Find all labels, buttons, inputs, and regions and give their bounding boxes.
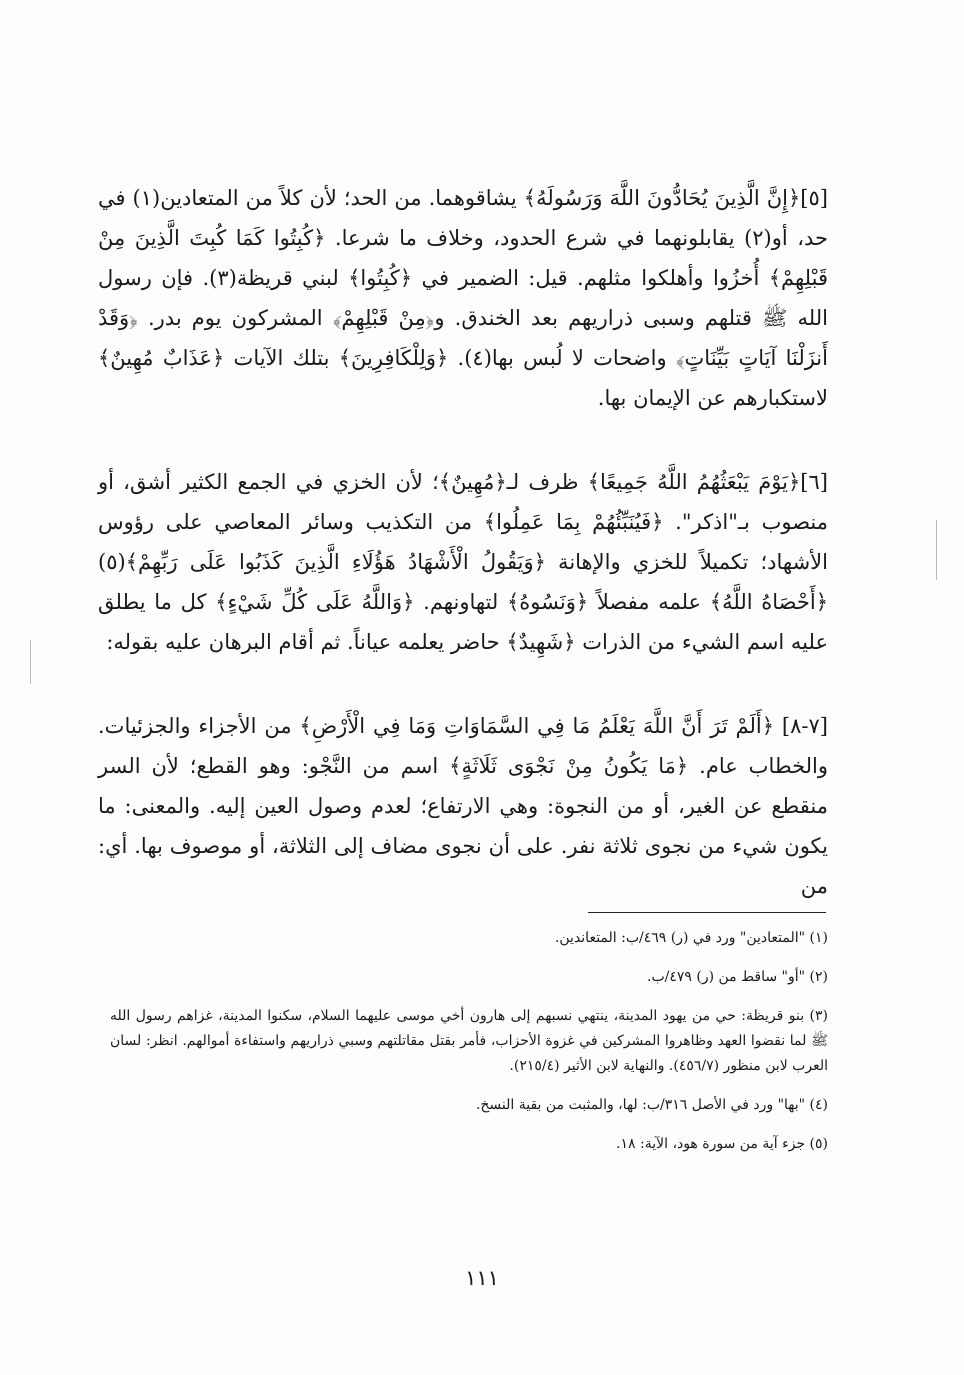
footnote-3: (٣) بنو قريظة: حي من يهود المدينة، ينتهي نسبهم إلى هارون أخي موسى عليهما السلام، سكنوا المدينة، غزاهم رسول الله ﷺ لما نقضوا العهد وظاهروا المشركين في غزوة الأحزاب، فأمر بقتل مقاتلتهم وسبي ذراريهم واستفاءة أموالهم. انظر: لسان العرب لابن منظور (٤٥٦/٧). والنهاية لابن الأثير (٢١٥/٤). xyxy=(110,1008,828,1074)
footnote-5: (٥) جزء آية من سورة هود، الآية: ١٨. xyxy=(616,1136,828,1152)
paragraph-verse-6 xyxy=(98,462,828,662)
scan-mark-left xyxy=(30,640,31,684)
paragraph-verse-7-8 xyxy=(98,706,828,906)
paragraph-verse-5 xyxy=(98,178,828,418)
footnote-4: (٤) "بها" ورد في الأصل ٣١٦/ب: لها، والمثبت من بقية النسخ. xyxy=(475,1097,828,1113)
footnote-1: (١) "المتعادين" ورد في (ر) ٤٦٩/ب: المتعاندين. xyxy=(554,930,828,946)
paragraph-text: [٦]﴿يَوْمَ يَبْعَثُهُمُ اللَّهُ جَمِيعًا﴾ ظرف لـ﴿مُهِينٌ﴾؛ لأن الخزي في الجمع الكثير أشق، أو منصوب بـ"اذكر". ﴿فَيُنَبِّئُهُمْ بِمَا عَمِلُوا﴾ من التكذيب وسائر المعاصي على رؤوس الأشهاد؛ تكميلاً للخزي والإهانة ﴿وَيَقُولُ الْأَشْهَادُ هَؤُلَاءِ الَّذِينَ كَذَبُوا عَلَى رَبِّهِمْ﴾(٥) ﴿أَحْصَاهُ اللَّهُ﴾ علمه مفصلاً ﴿وَنَسُوهُ﴾ لتهاونهم. ﴿وَاللَّهُ عَلَى كُلِّ شَيْءٍ﴾ كل ما يطلق عليه اسم الشيء من الذرات ﴿شَهِيدٌ﴾ حاضر يعلمه عياناً. ثم أقام البرهان عليه بقوله: xyxy=(98,470,828,654)
footnote-2: (٢) "أو" ساقط من (ر) ٤٧٩/ب. xyxy=(647,969,828,985)
page-number: ١١١ xyxy=(465,1266,499,1290)
scan-mark-right xyxy=(936,520,937,580)
footnote-separator xyxy=(588,912,826,913)
paragraph-text: [٥]﴿إِنَّ الَّذِينَ يُحَادُّونَ اللَّهَ وَرَسُولَهُ﴾ يشاقوهما. من الحد؛ لأن كلاً من المتعادين(١) في حد، أو(٢) يقابلونهما في شرع الحدود، وخلاف ما شرعا. ﴿كُبِتُوا كَمَا كُبِتَ الَّذِينَ مِنْ قَبْلِهِمْ﴾ أُخزُوا وأهلكوا مثلهم. قيل: الضمير في ﴿كُبِتُوا﴾ لبني قريظة(٣). فإن رسول الله ﷺ قتلهم وسبى ذراريهم بعد الخندق. و﴿مِنْ قَبْلِهِمْ﴾ المشركون يوم بدر. ﴿وَقَدْ أَنزَلْنَا آيَاتٍ بَيِّنَاتٍ﴾ واضحات لا لُبس بها(٤). ﴿وَلِلْكَافِرِينَ﴾ بتلك الآيات ﴿عَذَابٌ مُهِينٌ﴾ لاستكبارهم عن الإيمان بها. xyxy=(98,186,828,410)
paragraph-text: [٧-٨] ﴿أَلَمْ تَرَ أَنَّ اللَّهَ يَعْلَمُ مَا فِي السَّمَاوَاتِ وَمَا فِي الْأَرْضِ﴾ من الأجزاء والجزئيات. والخطاب عام. ﴿مَا يَكُونُ مِنْ نَجْوَى ثَلَاثَةٍ﴾ اسم من النَّجْو: وهو القطع؛ لأن السر منقطع عن الغير، أو من النجوة: وهي الارتفاع؛ لعدم وصول العين إليه. والمعنى: ما يكون شيء من نجوى ثلاثة نفر. على أن نجوى مضاف إلى الثلاثة، أو موصوف بها. أي: من xyxy=(98,714,828,898)
footnotes xyxy=(110,926,828,1171)
